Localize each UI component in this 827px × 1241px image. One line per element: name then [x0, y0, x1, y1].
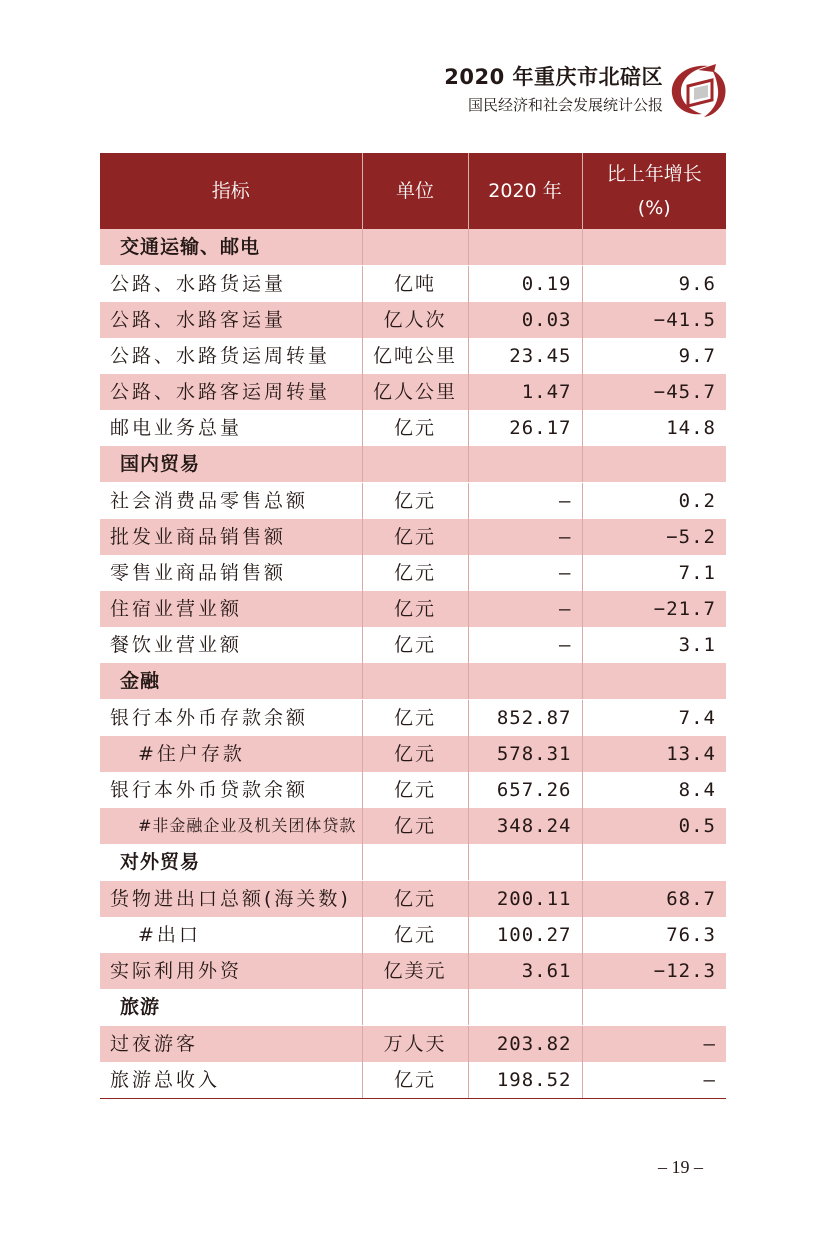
value-2020-cell: 657.26	[468, 772, 582, 808]
growth-cell	[582, 844, 726, 881]
unit-cell: 亿元	[362, 519, 468, 555]
value-2020-cell: 852.87	[468, 700, 582, 737]
unit-cell: 亿元	[362, 591, 468, 627]
unit-cell	[362, 446, 468, 483]
growth-cell: —	[582, 1062, 726, 1099]
table-row	[100, 555, 726, 591]
value-2020-cell: 200.11	[468, 881, 582, 918]
table-row	[100, 1062, 726, 1099]
value-2020-cell	[468, 446, 582, 483]
value-2020-cell: 3.61	[468, 953, 582, 989]
growth-cell: −21.7	[582, 591, 726, 627]
growth-cell	[582, 229, 726, 266]
table-row	[100, 736, 726, 772]
growth-cell: −5.2	[582, 519, 726, 555]
table-header-row	[100, 153, 726, 229]
indicator-name: 旅游总收入	[100, 1062, 362, 1099]
growth-cell	[582, 446, 726, 483]
unit-cell: 亿元	[362, 808, 468, 844]
unit-cell: 亿元	[362, 555, 468, 591]
table-row	[100, 338, 726, 374]
unit-cell: 亿吨公里	[362, 338, 468, 374]
table-row	[100, 881, 726, 918]
value-2020-cell: 198.52	[468, 1062, 582, 1099]
section-title: 金融	[100, 663, 362, 700]
value-2020-cell: 348.24	[468, 808, 582, 844]
value-2020-cell	[468, 229, 582, 266]
header-growth-unit: (%)	[637, 197, 671, 219]
table-row	[100, 1026, 726, 1063]
value-2020-cell: —	[468, 591, 582, 627]
header-growth-label: 比上年增长	[606, 163, 702, 185]
indicator-name: #住户存款	[100, 736, 362, 772]
value-2020-cell: 1.47	[468, 374, 582, 410]
unit-cell: 亿元	[362, 881, 468, 918]
unit-cell: 亿元	[362, 627, 468, 663]
report-subtitle: 国民经济和社会发展统计公报	[467, 96, 663, 114]
unit-cell: 万人天	[362, 1026, 468, 1063]
indicator-name: #出口	[138, 924, 201, 946]
table-row	[100, 519, 726, 555]
value-2020-cell: 0.03	[468, 302, 582, 338]
indicator-name: 银行本外币贷款余额	[110, 779, 309, 801]
value-2020-cell: —	[468, 519, 582, 555]
growth-cell: 14.8	[582, 410, 726, 446]
growth-cell: 7.4	[582, 700, 726, 737]
header-growth	[582, 153, 726, 229]
value-2020-cell: —	[468, 483, 582, 520]
indicator-name: 餐饮业营业额	[110, 634, 243, 656]
statistics-table	[100, 153, 726, 1099]
growth-cell: 0.5	[582, 808, 726, 844]
header-unit: 单位	[362, 153, 468, 229]
section-title: 交通运输、邮电	[100, 229, 362, 266]
section-title: 对外贸易	[100, 844, 362, 881]
unit-cell: 亿元	[362, 483, 468, 520]
indicator-name: 零售业商品销售额	[110, 562, 287, 584]
indicator-name: 邮电业务总量	[110, 417, 243, 439]
value-2020-cell: —	[468, 555, 582, 591]
growth-cell: 76.3	[582, 917, 726, 953]
table-row	[100, 410, 726, 446]
table-row	[100, 808, 726, 844]
table-row	[100, 772, 726, 808]
unit-cell: 亿元	[362, 917, 468, 953]
table-row	[100, 953, 726, 989]
section-title: 旅游	[100, 989, 362, 1026]
section-title: 国内贸易	[100, 446, 362, 483]
indicator-name: 公路、水路客运量	[100, 302, 362, 338]
unit-cell: 亿人次	[362, 302, 468, 338]
unit-cell: 亿美元	[362, 953, 468, 989]
table-row	[100, 917, 726, 953]
table-row	[100, 302, 726, 338]
indicator-name: 住宿业营业额	[100, 591, 362, 627]
section-row	[100, 446, 726, 483]
indicator-name: 批发业商品销售额	[100, 519, 362, 555]
growth-cell: 13.4	[582, 736, 726, 772]
growth-cell: 3.1	[582, 627, 726, 663]
growth-cell: 9.7	[582, 338, 726, 374]
indicator-name: 货物进出口总额(海关数)	[100, 881, 362, 918]
section-row	[100, 663, 726, 700]
header-indicator: 指标	[100, 153, 362, 229]
growth-cell	[582, 989, 726, 1026]
table-row	[100, 627, 726, 663]
indicator-name: 过夜游客	[100, 1026, 362, 1063]
growth-cell: 8.4	[582, 772, 726, 808]
indicator-name: 公路、水路客运周转量	[100, 374, 362, 410]
growth-cell: −12.3	[582, 953, 726, 989]
growth-cell: 9.6	[582, 266, 726, 303]
value-2020-cell	[468, 989, 582, 1026]
growth-cell	[582, 663, 726, 700]
indicator-name: 公路、水路货运周转量	[110, 345, 331, 367]
value-2020-cell: 100.27	[468, 917, 582, 953]
indicator-name: #非金融企业及机关团体贷款	[100, 808, 362, 844]
growth-cell: —	[582, 1026, 726, 1063]
unit-cell: 亿元	[362, 410, 468, 446]
unit-cell	[362, 663, 468, 700]
growth-cell: −41.5	[582, 302, 726, 338]
value-2020-cell: —	[468, 627, 582, 663]
document-header	[444, 62, 663, 116]
statistics-bureau-logo-icon	[668, 60, 730, 120]
header-year: 2020 年	[468, 153, 582, 229]
indicator-name: 银行本外币存款余额	[110, 707, 309, 729]
unit-cell: 亿吨	[362, 266, 468, 303]
unit-cell: 亿人公里	[362, 374, 468, 410]
unit-cell: 亿元	[362, 1062, 468, 1099]
section-row	[100, 229, 726, 266]
value-2020-cell	[468, 844, 582, 881]
section-row	[100, 844, 726, 881]
table-row	[100, 591, 726, 627]
unit-cell	[362, 229, 468, 266]
value-2020-cell: 203.82	[468, 1026, 582, 1063]
section-row	[100, 989, 726, 1026]
value-2020-cell: 23.45	[468, 338, 582, 374]
growth-cell: −45.7	[582, 374, 726, 410]
table-row	[100, 700, 726, 737]
unit-cell	[362, 844, 468, 881]
value-2020-cell	[468, 663, 582, 700]
growth-cell: 0.2	[582, 483, 726, 520]
table-row	[100, 266, 726, 303]
indicator-name: 实际利用外资	[100, 953, 362, 989]
value-2020-cell: 0.19	[468, 266, 582, 303]
unit-cell: 亿元	[362, 700, 468, 737]
unit-cell: 亿元	[362, 772, 468, 808]
indicator-name: 公路、水路货运量	[110, 273, 287, 295]
table-row	[100, 483, 726, 520]
table-body	[100, 229, 726, 1099]
page-number: – 19 –	[658, 1157, 703, 1177]
unit-cell	[362, 989, 468, 1026]
value-2020-cell: 26.17	[468, 410, 582, 446]
table-row	[100, 374, 726, 410]
indicator-name: 社会消费品零售总额	[110, 490, 309, 512]
unit-cell: 亿元	[362, 736, 468, 772]
growth-cell: 68.7	[582, 881, 726, 918]
value-2020-cell: 578.31	[468, 736, 582, 772]
growth-cell: 7.1	[582, 555, 726, 591]
report-title: 2020 年重庆市北碚区	[444, 65, 663, 89]
